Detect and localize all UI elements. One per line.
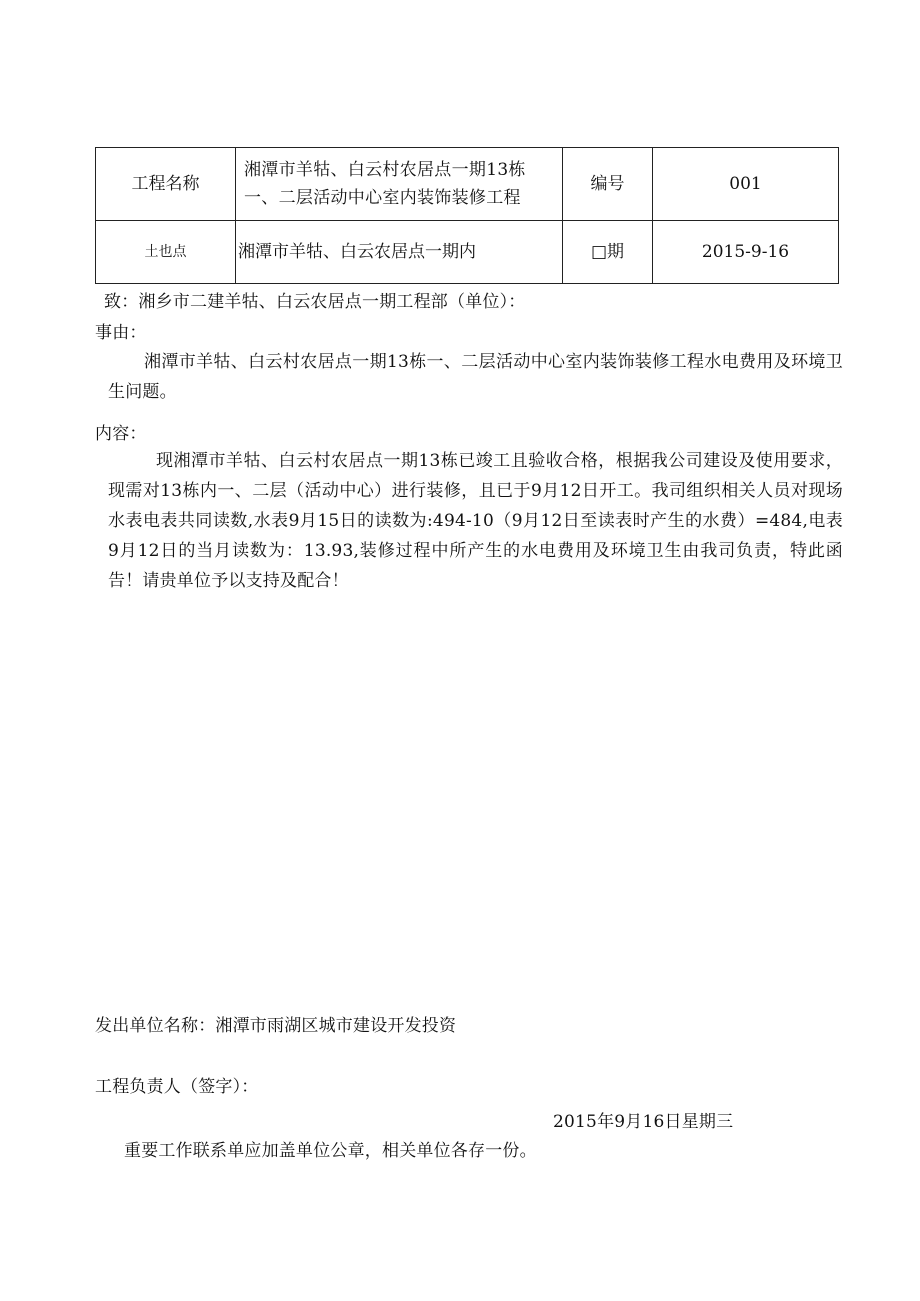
footnote: 重要工作联系单应加盖单位公章，相关单位各存一份。 [124, 1141, 537, 1161]
site-label: 土也点 [96, 221, 236, 284]
signature-line: 工程负责人（签字）： [95, 1077, 259, 1097]
table-row [96, 148, 839, 221]
project-name-label: 工程名称 [96, 148, 236, 221]
table-row [96, 221, 839, 284]
reason-label: 事由： [95, 323, 147, 343]
number-label: 编号 [563, 148, 653, 221]
issuer-line: 发出单位名称：湘潭市雨湖区城市建设开发投资 [95, 1016, 457, 1036]
content-text: 现湘潭市羊牯、白云村农居点一期13栋已竣工且验收合格，根据我公司建设及使用要求，现需对13栋内一、二层（活动中心）进行装修，且已于9月12日开工。我司组织相关人员对现场水表电表共同读数,水表9月15日的读数为:494-10（9月12日至读表时产生的水费）=484,电表9月12日的当月读数为：13.93,装修过程中所产生的水电费用及环境卫生由我司负责，特此函告！请贵单位予以支持及配合！ [108, 451, 843, 591]
reason-text: 湘潭市羊牯、白云村农居点一期13栋一、二层活动中心室内装饰装修工程水电费用及环境卫生问题。 [108, 352, 843, 402]
project-info-table [95, 147, 839, 284]
recipient-line: 致：湘乡市二建羊牯、白云农居点一期工程部（单位）： [104, 292, 526, 312]
sign-date: 2015年9月16日星期三 [553, 1112, 734, 1132]
date-label: □期 [563, 221, 653, 284]
site-value: 湘潭市羊牯、白云农居点一期内 [236, 221, 563, 284]
number-value: 001 [653, 148, 839, 221]
content-label: 内容： [95, 424, 147, 444]
date-value: 2015-9-16 [653, 221, 839, 284]
project-name-value: 湘潭市羊牯、白云村农居点一期13栋一、二层活动中心室内装饰装修工程 [236, 148, 563, 221]
